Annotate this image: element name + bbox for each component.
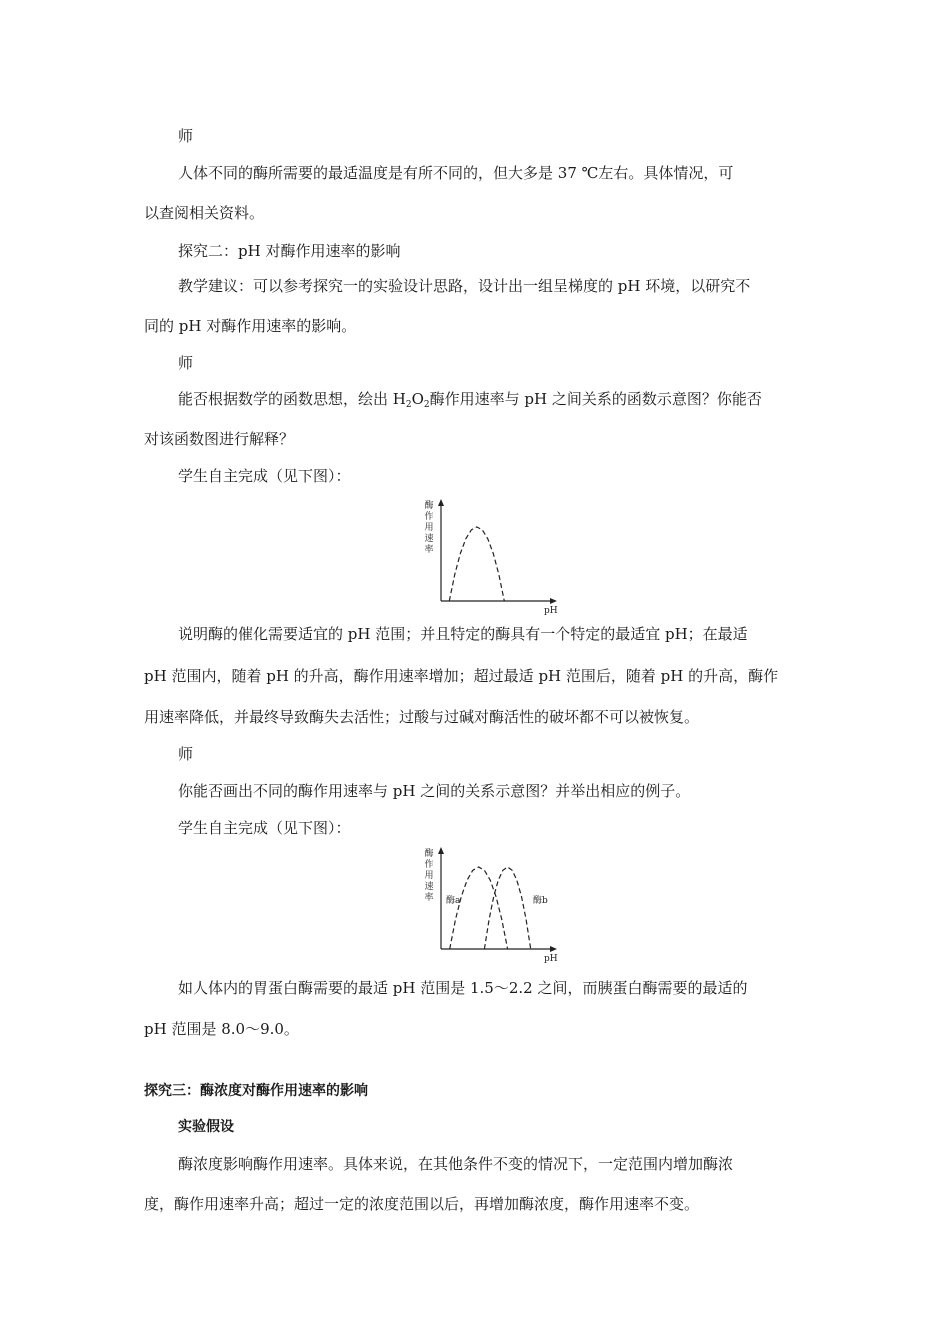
chart-2-ylabel-char: 作: [424, 860, 434, 870]
chart-1-x-axis-arrow: [550, 598, 557, 604]
temperature-paragraph-line-1: 人体不同的酶所需要的最适温度是有所不同的，但大多是 37 ℃左右。具体情况，可: [178, 164, 734, 182]
chart-1-ylabel-char: 速: [424, 534, 434, 544]
subscript-2a: 2: [405, 400, 412, 410]
chart-1-ylabel-char: 酶: [424, 501, 434, 511]
chart-1-ylabel-char: 作: [424, 512, 434, 522]
chart-2-series-line-2: [484, 867, 530, 949]
example-line-2: pH 范围是 8.0～9.0。: [144, 1020, 299, 1038]
hypothesis-line-2: 度，酶作用速率升高；超过一定的浓度范围以后，再增加酶浓度，酶作用速率不变。: [144, 1195, 700, 1213]
student-note-2: 学生自主完成（见下图）：: [178, 819, 351, 837]
chart-2-ylabel-char: 酶: [424, 849, 434, 859]
explanation-line-1: 说明酶的催化需要适宜的 pH 范围；并且特定的酶具有一个特定的最适宜 pH；在最适: [178, 625, 748, 643]
question-1-text-a: 能否根据数学的函数思想，绘出 H: [178, 390, 406, 408]
teaching-advice-line-2: 同的 pH 对酶作用速率的影响。: [144, 317, 357, 335]
question-1-text-c: 酶作用速率与 pH 之间关系的函数示意图？你能否: [429, 390, 762, 408]
question-1-text-b: O: [411, 390, 424, 408]
chart-1-ylabel-char: 用: [424, 523, 434, 533]
chart-1-enzyme-ph-curve: [420, 495, 570, 620]
chart-2-series-line-1: [450, 867, 508, 949]
question-2: 你能否画出不同的酶作用速率与 pH 之间的关系示意图？并举出相应的例子。: [178, 782, 691, 800]
explanation-line-3: 用速率降低，并最终导致酶失去活性；过酸与过碱对酶活性的破坏都不可以被恢复。: [144, 708, 700, 726]
explanation-line-2: pH 范围内，随着 pH 的升高，酶作用速率增加；超过最适 pH 范围后，随着 pH 的升高，酶作: [144, 667, 779, 685]
chart-2-ylabel-char: 率: [424, 893, 434, 903]
chart-2-ylabel-char: 用: [424, 871, 434, 881]
temperature-paragraph-line-2: 以查阅相关资料。: [144, 204, 265, 222]
chart-2-legend-enzyme-a: 酶a: [446, 896, 461, 906]
chart-2-legend-enzyme-b: 酶b: [533, 896, 548, 906]
chart-2-two-enzymes-ph: [420, 843, 570, 968]
chart-2-xlabel: pH: [544, 954, 558, 964]
teacher-label-1: 师: [178, 127, 194, 145]
teacher-label-2: 师: [178, 354, 194, 372]
chart-1-xlabel: pH: [544, 606, 558, 616]
example-line-1: 如人体内的胃蛋白酶需要的最适 pH 范围是 1.5～2.2 之间，而胰蛋白酶需要的最适的: [178, 979, 748, 997]
question-1-line-2: 对该函数图进行解释？: [144, 430, 295, 448]
question-1-line-1: [178, 389, 762, 409]
teaching-advice-line-1: 教学建议：可以参考探究一的实验设计思路，设计出一组呈梯度的 pH 环境，以研究不: [178, 277, 751, 295]
section-title-explore-3: 探究三：酶浓度对酶作用速率的影响: [144, 1083, 368, 1099]
student-note-1: 学生自主完成（见下图）：: [178, 467, 351, 485]
chart-1-series-line-1: [449, 527, 504, 601]
chart-2-x-axis-arrow: [550, 946, 557, 952]
subscript-2b: 2: [423, 400, 430, 410]
chart-1-ylabel-char: 率: [424, 545, 434, 555]
hypothesis-heading: 实验假设: [178, 1119, 234, 1135]
section-title-explore-2: 探究二：pH 对酶作用速率的影响: [178, 242, 401, 260]
teacher-label-3: 师: [178, 745, 194, 763]
hypothesis-line-1: 酶浓度影响酶作用速率。具体来说，在其他条件不变的情况下，一定范围内增加酶浓: [178, 1155, 734, 1173]
chart-2-ylabel-char: 速: [424, 882, 434, 892]
